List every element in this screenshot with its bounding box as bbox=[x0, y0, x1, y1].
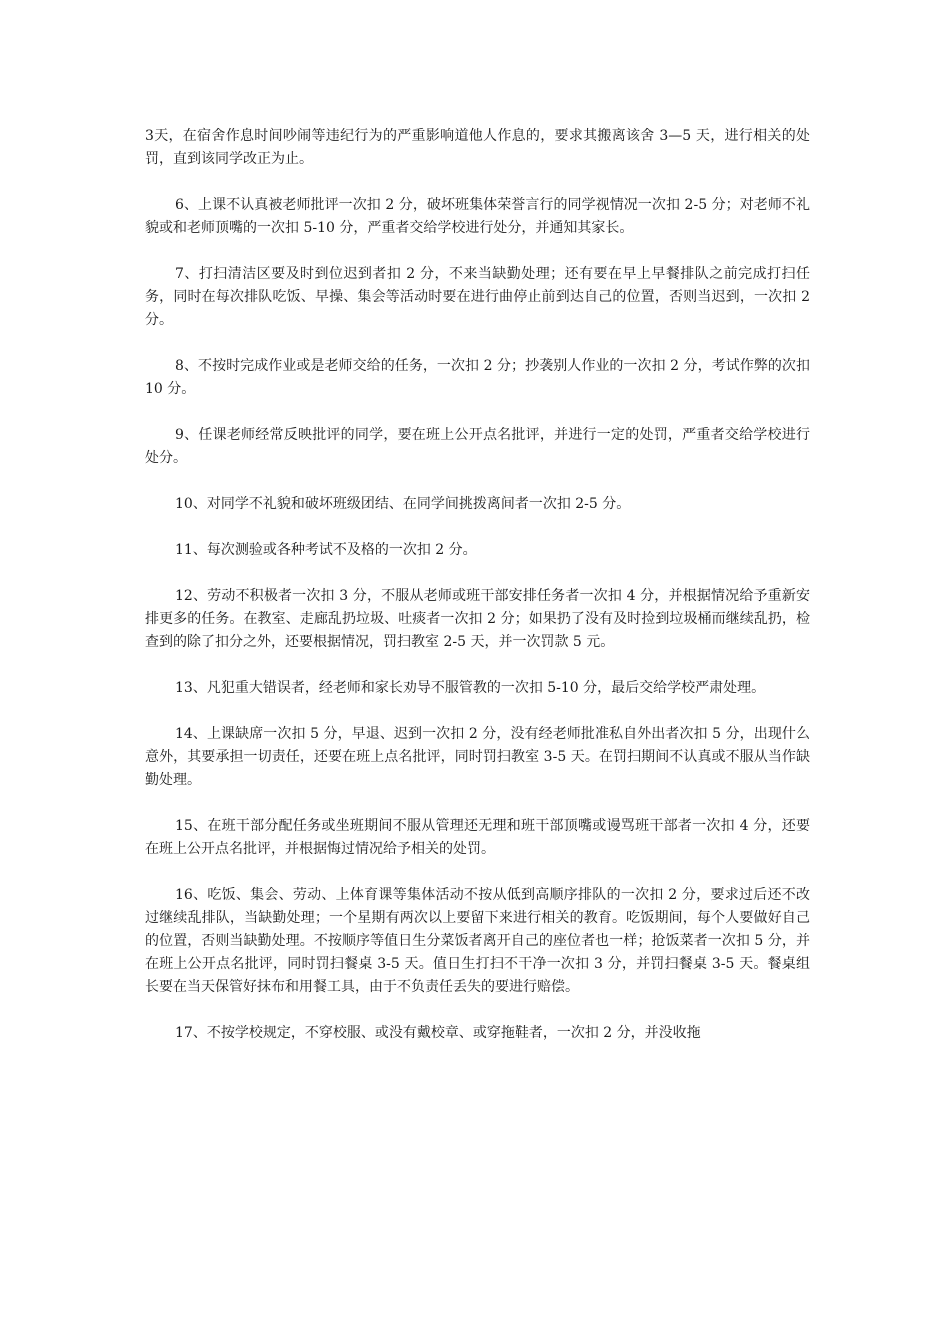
paragraph-rule-16: 16、吃饭、集会、劳动、上体育课等集体活动不按从低到高顺序排队的一次扣 2 分，要求过后还不改过继续乱排队，当缺勤处理；一个星期有两次以上要留下来进行相关的教育。吃饭期间，每个人要做好自己的位置，否则当缺勤处理。不按顺序等值日生分菜饭者离开自己的座位者也一样；抢饭菜者一次扣 5 分，并在班上公开点名批评，同时罚扫餐桌 3-5 天。值日生打扫不干净一次扣 3 分，并罚扫餐桌 3-5 天。餐桌组长要在当天保管好抹布和用餐工具，由于不负责任丢失的要进行赔偿。 bbox=[145, 887, 810, 995]
paragraph-rule-14: 14、上课缺席一次扣 5 分，早退、迟到一次扣 2 分，没有经老师批准私自外出者次扣 5 分，出现什么意外，其要承担一切责任，还要在班上点名批评，同时罚扫教室 3-5 天。在罚扫期间不认真或不服从当作缺勤处理。 bbox=[145, 726, 810, 788]
paragraph-rule-10: 10、对同学不礼貌和破坏班级团结、在同学间挑拨离间者一次扣 2-5 分。 bbox=[175, 496, 631, 512]
paragraph-continuation: 3天，在宿舍作息时间吵闹等违纪行为的严重影响道他人作息的，要求其搬离该舍 3—5 天，进行相关的处罚，直到该同学改正为止。 bbox=[145, 128, 810, 167]
paragraph-rule-12: 12、劳动不积极者一次扣 3 分，不服从老师或班干部安排任务者一次扣 4 分，并根据情况给予重新安排更多的任务。在教室、走廊乱扔垃圾、吐痰者一次扣 2 分；如果扔了没有及时捡到垃圾桶而继续乱扔，检查到的除了扣分之外，还要根据情况，罚扫教室 2-5 天，并一次罚款 5 元。 bbox=[145, 588, 810, 650]
paragraph-rule-6: 6、上课不认真被老师批评一次扣 2 分，破坏班集体荣誉言行的同学视情况一次扣 2-5 分；对老师不礼貌或和老师顶嘴的一次扣 5-10 分，严重者交给学校进行处分，并通知其家长。 bbox=[145, 197, 810, 236]
paragraph-rule-7: 7、打扫清洁区要及时到位迟到者扣 2 分，不来当缺勤处理；还有要在早上早餐排队之前完成打扫任务，同时在每次排队吃饭、早操、集会等活动时要在进行曲停止前到达自己的位置，否则当迟到，一次扣 2 分。 bbox=[145, 266, 810, 328]
document-body bbox=[145, 125, 810, 1068]
paragraph-rule-8: 8、不按时完成作业或是老师交给的任务，一次扣 2 分；抄袭别人作业的一次扣 2 分，考试作弊的次扣 10 分。 bbox=[145, 358, 810, 397]
paragraph-rule-9: 9、任课老师经常反映批评的同学，要在班上公开点名批评，并进行一定的处罚，严重者交给学校进行处分。 bbox=[145, 427, 810, 466]
paragraph-rule-13: 13、凡犯重大错误者，经老师和家长劝导不服管教的一次扣 5-10 分，最后交给学校严肃处理。 bbox=[175, 680, 766, 696]
paragraph-rule-17: 17、不按学校规定，不穿校服、或没有戴校章、或穿拖鞋者，一次扣 2 分，并没收拖 bbox=[175, 1025, 701, 1041]
paragraph-rule-11: 11、每次测验或各种考试不及格的一次扣 2 分。 bbox=[175, 542, 477, 558]
paragraph-rule-15: 15、在班干部分配任务或坐班期间不服从管理还无理和班干部顶嘴或谩骂班干部者一次扣 4 分，还要在班上公开点名批评，并根据悔过情况给予相关的处罚。 bbox=[145, 818, 810, 857]
